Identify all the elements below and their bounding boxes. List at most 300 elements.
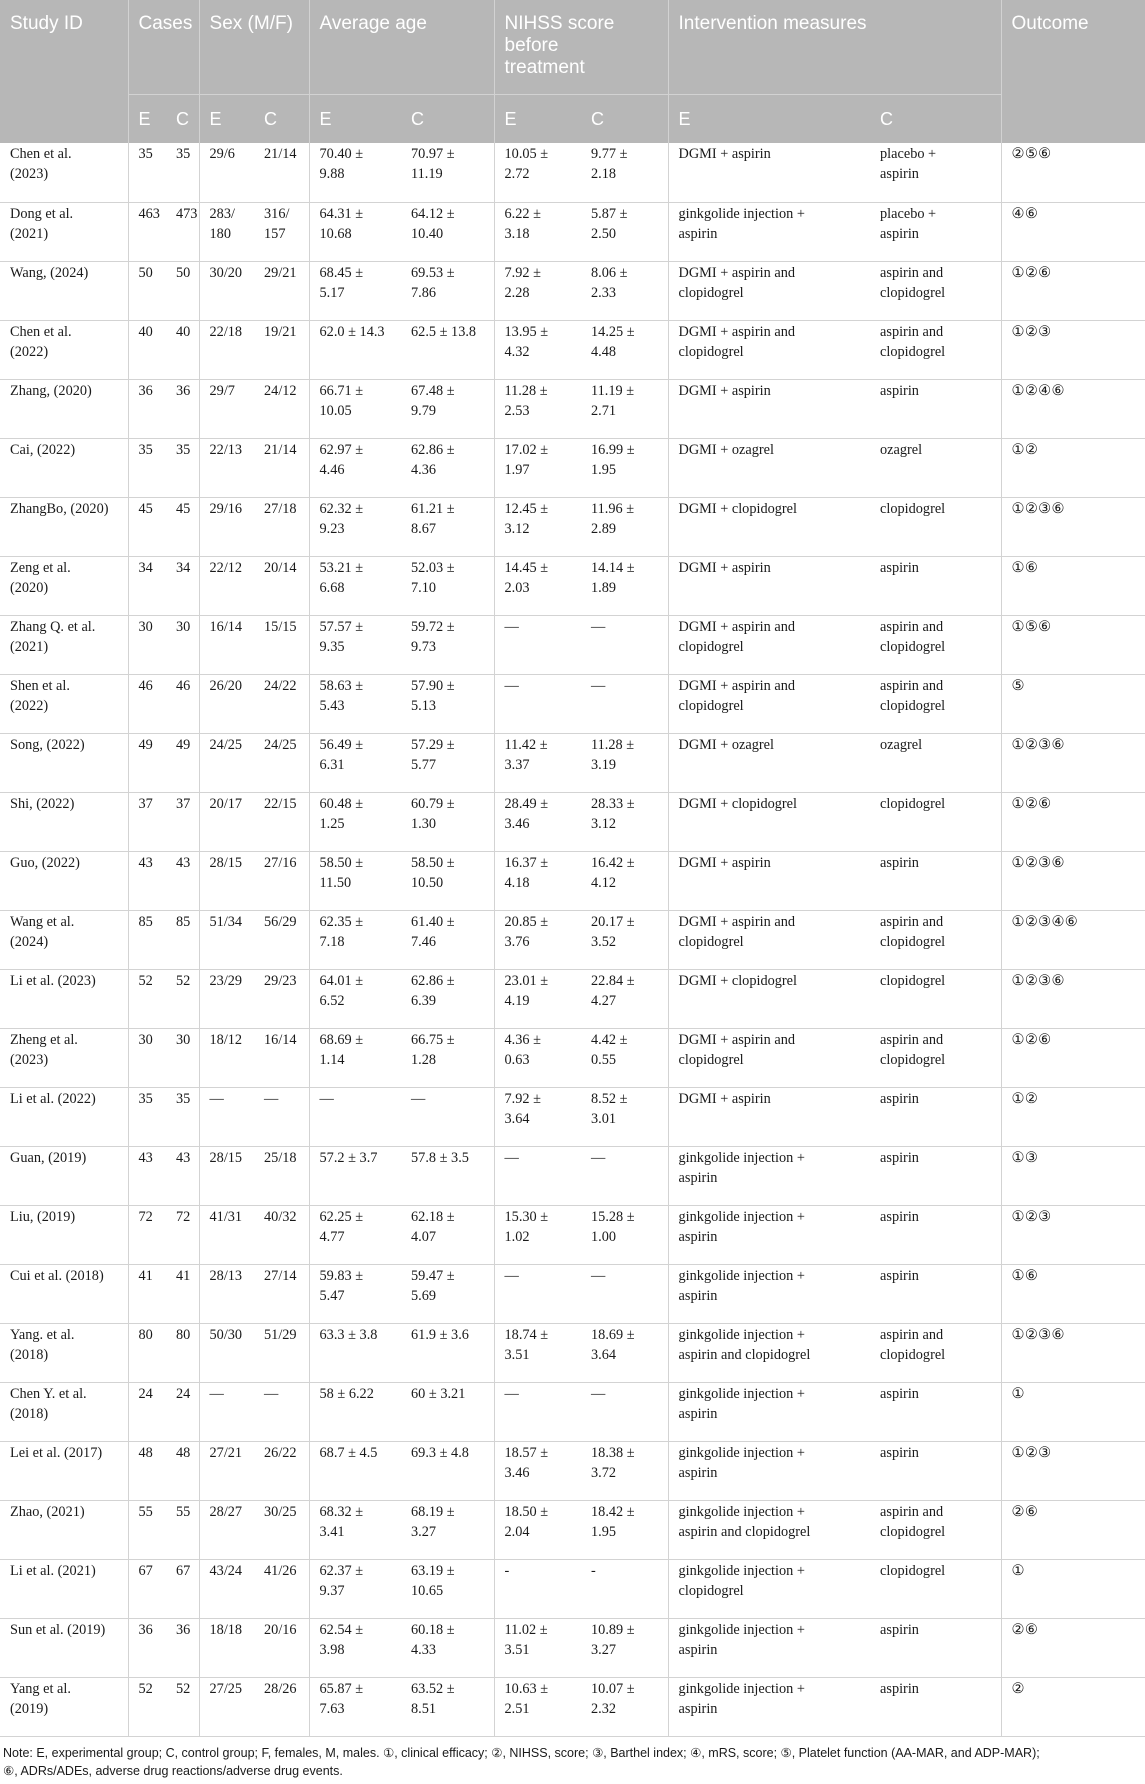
cell-text: 35 (176, 146, 191, 162)
table-row (0, 1205, 1145, 1264)
cell-age-e (309, 1441, 401, 1500)
cell-intervention-c (870, 1323, 1001, 1382)
cell-text: ①② (1011, 1090, 1039, 1107)
cell-text: ①②⑥ (1011, 264, 1052, 281)
cell-text: 58 ± 6.22 (319, 1385, 374, 1402)
cell-text: 37 (138, 795, 153, 812)
cell-intervention-c (870, 1677, 1001, 1736)
cell-text: 62.5 ± 13.8 (411, 323, 477, 340)
cell-text: ZhangBo, (2020) (10, 500, 109, 517)
cell-age-c (401, 1618, 494, 1677)
cell-cases-c (166, 1382, 199, 1441)
cell-study-id (0, 143, 128, 202)
table-row (0, 1618, 1145, 1677)
cell-age-e (309, 1618, 401, 1677)
cell-text: — (264, 1385, 279, 1402)
cell-text: 80 (176, 1326, 191, 1343)
cell-text: 26/20 (209, 677, 243, 694)
cell-text: 53.21 ± 6.68 (319, 559, 364, 596)
cell-text: — (319, 1090, 334, 1107)
cell-intervention-c (870, 1146, 1001, 1205)
cell-text: ①②③⑥ (1011, 500, 1065, 517)
sub-header-nihss-e: E (494, 94, 581, 143)
cell-intervention-e (668, 615, 870, 674)
cell-study-id (0, 1382, 128, 1441)
cell-text: placebo + aspirin (880, 205, 937, 242)
cell-age-e (309, 1264, 401, 1323)
cell-text: 35 (138, 146, 153, 162)
cell-text: 30 (176, 1031, 191, 1048)
cell-text: ginkgolide injection + aspirin (678, 205, 805, 242)
cell-nihss-e (494, 1028, 581, 1087)
cell-text: 52 (176, 972, 191, 989)
sub-header-sex-e: E (199, 94, 254, 143)
cell-text: 18.50 ± 2.04 (504, 1503, 549, 1540)
cell-nihss-e (494, 792, 581, 851)
cell-sex-e (199, 1087, 254, 1146)
cell-study-id (0, 1146, 128, 1205)
cell-intervention-e (668, 1087, 870, 1146)
cell-text: DGMI + aspirin (678, 1090, 771, 1107)
cell-text: 28/27 (209, 1503, 243, 1520)
cell-text: aspirin (880, 854, 919, 871)
cell-cases-e (128, 615, 166, 674)
footnote-line-2: ⑥, ADRs/ADEs, adverse drug reactions/adverse drug events. (3, 1764, 343, 1778)
cell-sex-e (199, 497, 254, 556)
cell-text: Liu, (2019) (10, 1208, 76, 1225)
cell-intervention-c (870, 1500, 1001, 1559)
cell-cases-e (128, 1264, 166, 1323)
cell-nihss-e (494, 733, 581, 792)
cell-text: ①②③④⑥ (1011, 913, 1079, 930)
cell-intervention-e (668, 792, 870, 851)
cell-text: 14.14 ± 1.89 (591, 559, 635, 596)
nihss-header-line-2: before (504, 35, 559, 56)
cell-text: 29/7 (209, 382, 235, 399)
cell-text: 18.74 ± 3.51 (504, 1326, 549, 1363)
cell-text: Yang et al. (2019) (10, 1680, 71, 1717)
cell-cases-c (166, 792, 199, 851)
cell-sex-c (254, 969, 309, 1028)
cell-text: 80 (138, 1326, 153, 1343)
cell-text: 63.3 ± 3.8 (319, 1326, 378, 1343)
cell-intervention-c (870, 1205, 1001, 1264)
cell-intervention-e (668, 733, 870, 792)
col-header-average-age: Average age (309, 0, 494, 94)
cell-outcome (1001, 438, 1145, 497)
cell-text: 36 (138, 1621, 153, 1638)
cell-text: 19/21 (264, 323, 297, 340)
cell-text: 21/14 (264, 146, 297, 162)
cell-text: 7.92 ± 3.64 (504, 1090, 541, 1127)
cell-text: 17.02 ± 1.97 (504, 441, 549, 478)
cell-intervention-e (668, 1382, 870, 1441)
cell-cases-e (128, 1382, 166, 1441)
cell-intervention-c (870, 143, 1001, 202)
nihss-header-line-3: treatment (504, 57, 585, 78)
cell-sex-e (199, 202, 254, 261)
cell-text: 56.49 ± 6.31 (319, 736, 364, 773)
table-row (0, 615, 1145, 674)
cell-age-e (309, 556, 401, 615)
cell-text: 11.42 ± 3.37 (504, 736, 548, 773)
cell-text: ①②⑥ (1011, 1031, 1052, 1048)
cell-nihss-c (581, 1441, 668, 1500)
cell-text: aspirin and clopidogrel (880, 264, 946, 301)
cell-text: 29/6 (209, 146, 235, 162)
cell-text: ginkgolide injection + aspirin and clopidogrel (678, 1326, 811, 1363)
table-row (0, 438, 1145, 497)
cell-text: — (264, 1090, 279, 1107)
cell-text: 25/18 (264, 1149, 297, 1166)
cell-text: 55 (176, 1503, 191, 1520)
cell-text: 68.69 ± 1.14 (319, 1031, 364, 1068)
cell-outcome (1001, 1618, 1145, 1677)
cell-cases-c (166, 1146, 199, 1205)
cell-text: Chen et al. (2023) (10, 146, 72, 182)
cell-age-e (309, 320, 401, 379)
cell-text: 22/12 (209, 559, 243, 576)
cell-sex-e (199, 733, 254, 792)
col-header-study-id: Study ID (0, 0, 128, 143)
cell-nihss-c (581, 1323, 668, 1382)
cell-text: 50 (138, 264, 153, 281)
cell-sex-c (254, 497, 309, 556)
cell-text: aspirin (880, 1090, 919, 1107)
cell-age-c (401, 497, 494, 556)
cell-text: Guo, (2022) (10, 854, 80, 871)
cell-text: 41/31 (209, 1208, 243, 1225)
cell-outcome (1001, 615, 1145, 674)
cell-outcome (1001, 1441, 1145, 1500)
cell-text: 30 (176, 618, 191, 635)
cell-sex-c (254, 143, 309, 202)
cell-age-c (401, 792, 494, 851)
cell-outcome (1001, 1677, 1145, 1736)
col-header-cases: Cases (128, 0, 199, 94)
cell-outcome (1001, 261, 1145, 320)
cell-text: 68.19 ± 3.27 (411, 1503, 455, 1540)
col-header-sex: Sex (M/F) (199, 0, 309, 94)
cell-sex-c (254, 1205, 309, 1264)
sub-header-age-c: C (401, 94, 494, 143)
cell-outcome (1001, 320, 1145, 379)
cell-text: 50 (176, 264, 191, 281)
cell-text: 51/34 (209, 913, 243, 930)
cell-text: 28.49 ± 3.46 (504, 795, 549, 832)
cell-text: 7.92 ± 2.28 (504, 264, 541, 301)
cell-text: 43 (138, 854, 153, 871)
cell-age-e (309, 851, 401, 910)
cell-intervention-c (870, 556, 1001, 615)
cell-cases-c (166, 1087, 199, 1146)
cell-study-id (0, 497, 128, 556)
cell-text: 63.19 ± 10.65 (411, 1562, 455, 1599)
cell-sex-e (199, 1500, 254, 1559)
cell-text: — (504, 1267, 519, 1284)
cell-text: 57.29 ± 5.77 (411, 736, 455, 773)
cell-age-e (309, 674, 401, 733)
cell-cases-c (166, 910, 199, 969)
cell-text: Wang, (2024) (10, 264, 89, 281)
cell-outcome (1001, 1382, 1145, 1441)
cell-intervention-c (870, 202, 1001, 261)
cell-nihss-e (494, 674, 581, 733)
cell-study-id (0, 969, 128, 1028)
cell-outcome (1001, 1264, 1145, 1323)
cell-text: ②⑥ (1011, 1503, 1039, 1520)
cell-intervention-c (870, 497, 1001, 556)
cell-text: — (591, 1385, 606, 1402)
cell-text: 24/25 (264, 736, 297, 753)
table-footnote (3, 1744, 1143, 1780)
cell-age-e (309, 379, 401, 438)
cell-cases-c (166, 1264, 199, 1323)
cell-text: 62.54 ± 3.98 (319, 1621, 364, 1658)
table-row (0, 733, 1145, 792)
cell-nihss-e (494, 320, 581, 379)
cell-outcome (1001, 202, 1145, 261)
cell-cases-e (128, 1618, 166, 1677)
cell-text: 61.40 ± 7.46 (411, 913, 455, 950)
cell-sex-e (199, 1323, 254, 1382)
cell-text: — (209, 1090, 224, 1107)
cell-age-e (309, 1087, 401, 1146)
cell-study-id (0, 792, 128, 851)
cell-text: 60 ± 3.21 (411, 1385, 466, 1402)
table-row (0, 202, 1145, 261)
cell-cases-e (128, 1441, 166, 1500)
cell-text: 65.87 ± 7.63 (319, 1680, 364, 1717)
cell-study-id (0, 438, 128, 497)
cell-text: ginkgolide injection + aspirin (678, 1208, 805, 1245)
cell-nihss-e (494, 1441, 581, 1500)
cell-text: 11.19 ± 2.71 (591, 382, 635, 419)
cell-text: 66.75 ± 1.28 (411, 1031, 455, 1068)
cell-text: 63.52 ± 8.51 (411, 1680, 455, 1717)
cell-text: 463 (138, 205, 160, 222)
cell-text: 68.45 ± 5.17 (319, 264, 364, 301)
cell-cases-e (128, 1146, 166, 1205)
cell-cases-e (128, 1500, 166, 1559)
cell-nihss-e (494, 851, 581, 910)
cell-text: 62.86 ± 4.36 (411, 441, 455, 478)
cell-cases-c (166, 261, 199, 320)
cell-text: 16.42 ± 4.12 (591, 854, 635, 891)
cell-intervention-c (870, 851, 1001, 910)
cell-text: 18/18 (209, 1621, 243, 1638)
cell-text: 9.77 ± 2.18 (591, 146, 628, 182)
cell-text: 56/29 (264, 913, 297, 930)
cell-text: 18.57 ± 3.46 (504, 1444, 549, 1481)
cell-text: Li et al. (2021) (10, 1562, 96, 1579)
cell-outcome (1001, 792, 1145, 851)
col-header-intervention: Intervention measures (668, 0, 1001, 94)
cell-text: Zheng et al. (2023) (10, 1031, 78, 1068)
cell-text: 40 (176, 323, 191, 340)
cell-text: 49 (138, 736, 153, 753)
cell-text: 62.97 ± 4.46 (319, 441, 364, 478)
cell-text: DGMI + clopidogrel (678, 500, 797, 517)
cell-sex-e (199, 1559, 254, 1618)
cell-age-c (401, 261, 494, 320)
cell-intervention-e (668, 1500, 870, 1559)
cell-text: 27/21 (209, 1444, 243, 1461)
cell-cases-e (128, 1087, 166, 1146)
cell-sex-c (254, 1146, 309, 1205)
cell-nihss-e (494, 556, 581, 615)
cell-intervention-e (668, 910, 870, 969)
cell-outcome (1001, 379, 1145, 438)
cell-nihss-e (494, 202, 581, 261)
cell-sex-e (199, 615, 254, 674)
cell-text: — (591, 1149, 606, 1166)
cell-text: 51/29 (264, 1326, 297, 1343)
cell-cases-e (128, 792, 166, 851)
cell-outcome (1001, 1559, 1145, 1618)
cell-text: aspirin and clopidogrel (880, 1031, 946, 1068)
cell-text: DGMI + aspirin and clopidogrel (678, 677, 795, 714)
cell-outcome (1001, 733, 1145, 792)
cell-text: 62.35 ± 7.18 (319, 913, 364, 950)
cell-intervention-e (668, 1323, 870, 1382)
cell-cases-c (166, 1500, 199, 1559)
cell-text: ginkgolide injection + aspirin (678, 1149, 805, 1186)
cell-age-c (401, 320, 494, 379)
cell-cases-e (128, 1677, 166, 1736)
sub-header-age-e: E (309, 94, 401, 143)
cell-text: DGMI + aspirin (678, 559, 771, 576)
cell-text: 62.86 ± 6.39 (411, 972, 455, 1009)
cell-text: 16/14 (209, 618, 243, 635)
cell-text: 40/32 (264, 1208, 297, 1225)
cell-nihss-c (581, 202, 668, 261)
cell-text: 22/18 (209, 323, 243, 340)
cell-nihss-e (494, 910, 581, 969)
cell-outcome (1001, 910, 1145, 969)
cell-sex-c (254, 1264, 309, 1323)
sub-header-cases-e: E (128, 94, 166, 143)
cell-intervention-e (668, 261, 870, 320)
cell-sex-c (254, 1559, 309, 1618)
header-row-main (0, 0, 1145, 94)
cell-text: 52 (138, 972, 153, 989)
cell-text: 24/25 (209, 736, 243, 753)
cell-text: 13.95 ± 4.32 (504, 323, 549, 360)
cell-study-id (0, 1087, 128, 1146)
cell-cases-e (128, 1323, 166, 1382)
cell-text: DGMI + clopidogrel (678, 972, 797, 989)
cell-cases-e (128, 969, 166, 1028)
cell-text: ①③ (1011, 1149, 1039, 1166)
cell-text: 28/13 (209, 1267, 243, 1284)
table-row (0, 320, 1145, 379)
cell-text: clopidogrel (880, 795, 946, 812)
table-row (0, 1028, 1145, 1087)
cell-study-id (0, 910, 128, 969)
cell-text: — (209, 1385, 224, 1402)
cell-text: 21/14 (264, 441, 297, 458)
cell-nihss-e (494, 1087, 581, 1146)
cell-text: 62.37 ± 9.37 (319, 1562, 364, 1599)
cell-nihss-c (581, 1500, 668, 1559)
cell-cases-c (166, 1441, 199, 1500)
cell-outcome (1001, 143, 1145, 202)
cell-intervention-c (870, 1382, 1001, 1441)
cell-text: 22/13 (209, 441, 243, 458)
cell-text: 43 (176, 1149, 191, 1166)
cell-intervention-c (870, 1087, 1001, 1146)
cell-nihss-c (581, 851, 668, 910)
cell-text: 24 (176, 1385, 191, 1402)
cell-text: 11.28 ± 2.53 (504, 382, 548, 419)
cell-nihss-c (581, 733, 668, 792)
cell-intervention-c (870, 1264, 1001, 1323)
cell-cases-c (166, 1677, 199, 1736)
cell-cases-c (166, 1205, 199, 1264)
cell-text: 10.05 ± 2.72 (504, 146, 549, 182)
cell-intervention-c (870, 969, 1001, 1028)
cell-sex-e (199, 1264, 254, 1323)
cell-text: — (411, 1090, 426, 1107)
cell-text: 34 (176, 559, 191, 576)
cell-text: Cui et al. (2018) (10, 1267, 104, 1284)
cell-sex-c (254, 320, 309, 379)
table-row (0, 379, 1145, 438)
cell-text: 59.83 ± 5.47 (319, 1267, 364, 1304)
cell-intervention-c (870, 674, 1001, 733)
cell-study-id (0, 202, 128, 261)
cell-intervention-c (870, 320, 1001, 379)
cell-text: 67.48 ± 9.79 (411, 382, 455, 419)
cell-text: ①②③⑥ (1011, 736, 1065, 753)
cell-text: DGMI + aspirin and clopidogrel (678, 264, 795, 301)
cell-nihss-c (581, 379, 668, 438)
cell-study-id (0, 379, 128, 438)
cell-text: 4.42 ± 0.55 (591, 1031, 628, 1068)
cell-text: 11.96 ± 2.89 (591, 500, 635, 537)
cell-text: ② (1011, 1680, 1025, 1697)
cell-age-c (401, 1087, 494, 1146)
cell-study-id (0, 1323, 128, 1382)
cell-intervention-c (870, 1441, 1001, 1500)
cell-text: 24/22 (264, 677, 297, 694)
cell-text: 29/23 (264, 972, 297, 989)
cell-text: 27/16 (264, 854, 297, 871)
cell-age-c (401, 1382, 494, 1441)
cell-nihss-c (581, 1559, 668, 1618)
cell-age-c (401, 1028, 494, 1087)
cell-age-e (309, 1146, 401, 1205)
cell-age-c (401, 733, 494, 792)
cell-text: 60.48 ± 1.25 (319, 795, 364, 832)
cell-text: 29/21 (264, 264, 297, 281)
cell-text: Chen Y. et al. (2018) (10, 1385, 87, 1422)
cell-text: ①⑤⑥ (1011, 618, 1052, 635)
cell-text: 473 (176, 205, 198, 222)
table-row (0, 497, 1145, 556)
cell-age-e (309, 910, 401, 969)
table-row (0, 792, 1145, 851)
cell-sex-c (254, 379, 309, 438)
cell-text: Zeng et al. (2020) (10, 559, 71, 596)
cell-text: aspirin (880, 1621, 919, 1638)
cell-text: 24/12 (264, 382, 297, 399)
cell-intervention-c (870, 615, 1001, 674)
cell-study-id (0, 1205, 128, 1264)
cell-text: 41 (138, 1267, 153, 1284)
cell-intervention-e (668, 1618, 870, 1677)
